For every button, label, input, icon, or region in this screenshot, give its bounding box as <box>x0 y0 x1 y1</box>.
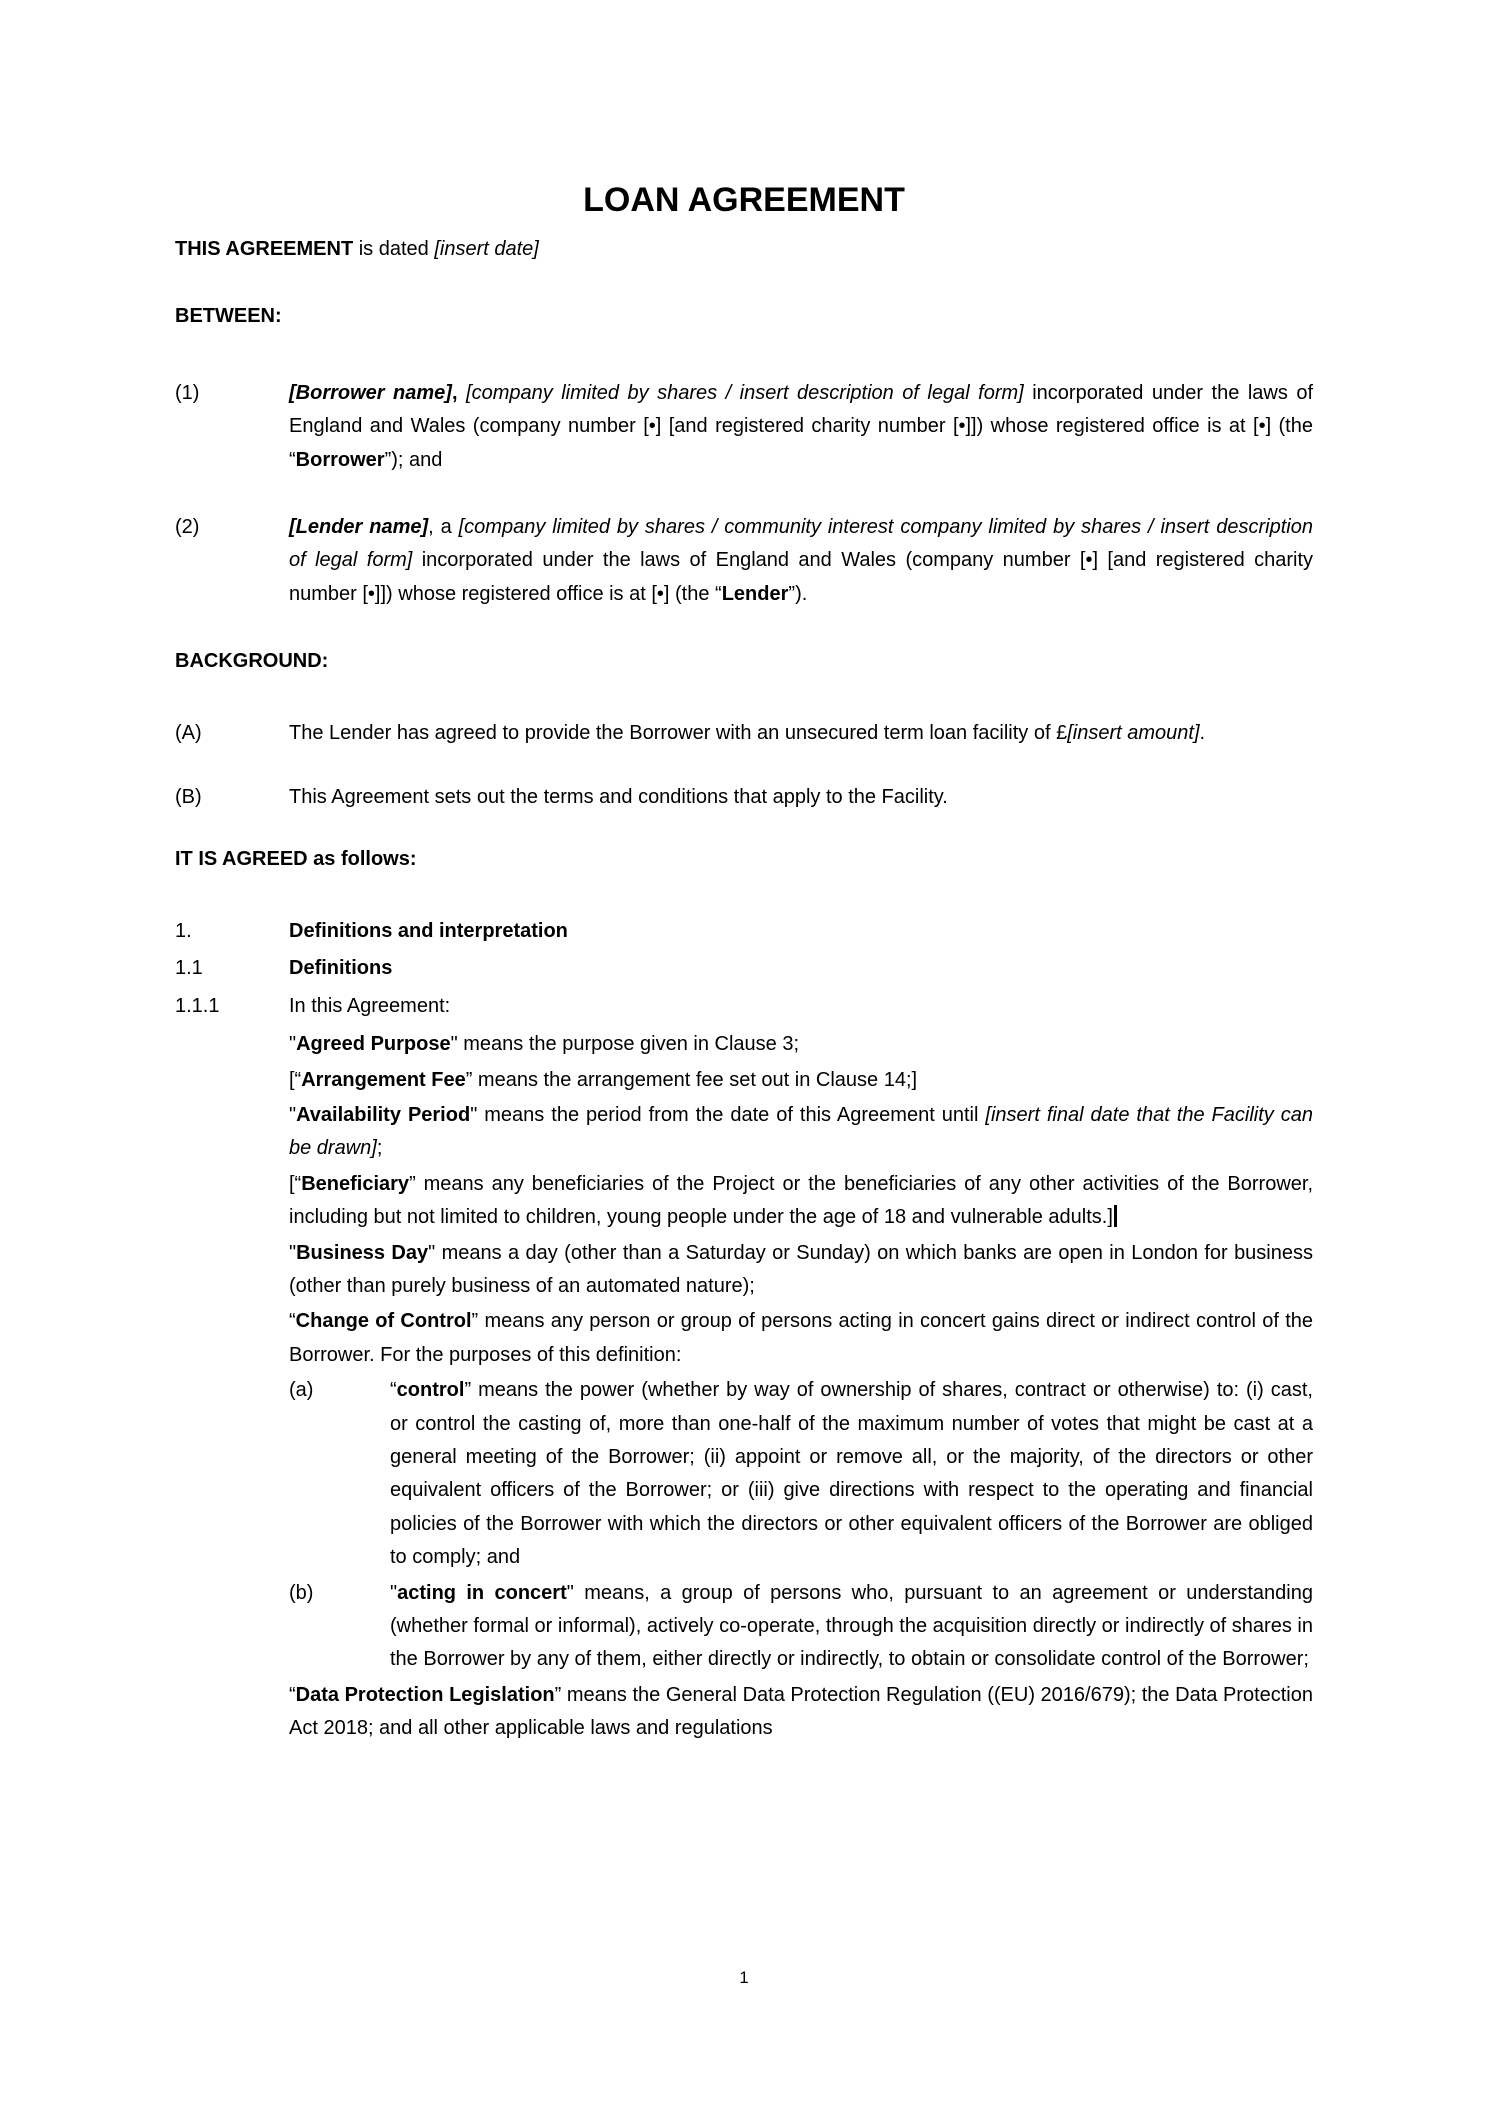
sub-item-text: “control” means the power (whether by way of ownership of shares, contract or otherwise) to: (i) cast, or control the casting of, more than one-half of the maximum number of votes that might be cast at a general meeting of the Borrower; (ii) appoint or remove all, or the majority, of the directors or other equivalent officers of the Borrower; or (iii) give directions with respect to the operating and financial policies of the Borrower with which the directors or other equivalent officers of the Borrower are obliged to comply; and <box>390 1379 1313 1569</box>
definition-sub-item-control <box>289 1374 1313 1574</box>
recital-text: The Lender has agreed to provide the Borrower with an unsecured term loan facility of £[insert amount]. <box>289 721 1206 744</box>
recital-a <box>175 717 1313 750</box>
background-heading: BACKGROUND: <box>175 650 329 673</box>
definition-agreed-purpose: "Agreed Purpose" means the purpose given in Clause 3; <box>289 1033 800 1056</box>
clause-text: In this Agreement: <box>289 994 451 1017</box>
document-title: LOAN AGREEMENT <box>583 181 905 219</box>
agreement-date-line: THIS AGREEMENT is dated [insert date] <box>175 238 539 260</box>
definition-arrangement-fee: [“Arrangement Fee” means the arrangement fee set out in Clause 14;] <box>289 1068 918 1091</box>
sub-item-marker: (a) <box>289 1379 314 1402</box>
clause-heading-1-1 <box>175 952 1313 985</box>
definition-availability-period: "Availability Period" means the period from the date of this Agreement until [insert final date that the Facility can be drawn]; <box>289 1103 1313 1160</box>
clause-number: 1. <box>175 919 192 942</box>
definition-data-protection-legislation: “Data Protection Legislation” means the General Data Protection Regulation ((EU) 2016/679); the Data Protection Act 2018; and all other applicable laws and regulations <box>289 1683 1313 1740</box>
sub-item-marker: (b) <box>289 1581 314 1604</box>
recital-marker: (B) <box>175 786 202 809</box>
page-number: 1 <box>739 1968 749 1987</box>
sub-item-text: "acting in concert" means, a group of persons who, pursuant to an agreement or understanding (whether formal or informal), actively co-operate, through the acquisition directly or indirectly of shares in the Borrower by any of them, either directly or indirectly, to obtain or consolidate control of the Borrower; <box>390 1581 1313 1671</box>
between-heading: BETWEEN: <box>175 305 282 328</box>
party-lender <box>175 511 1313 611</box>
clause-number: 1.1.1 <box>175 994 220 1017</box>
definition-change-of-control: “Change of Control” means any person or group of persons acting in concert gains direct or indirect control of the Borrower. For the purposes of this definition: <box>289 1310 1313 1366</box>
clause-number: 1.1 <box>175 957 203 980</box>
clause-heading-1 <box>175 915 1313 948</box>
party-marker: (2) <box>175 516 200 539</box>
party-text: [Borrower name], [company limited by shares / insert description of legal form] incorporated under the laws of England and Wales (company number [•] [and registered charity number [•]]) whose registered office is at [•] (the “Borrower”); and <box>289 381 1313 471</box>
recital-b <box>175 781 1313 814</box>
text-cursor <box>1114 1205 1117 1227</box>
definition-sub-item-acting-in-concert <box>289 1577 1313 1677</box>
definition-business-day: "Business Day" means a day (other than a Saturday or Sunday) on which banks are open in London for business (other than purely business of an automated nature); <box>289 1241 1313 1297</box>
clause-heading-text: Definitions and interpretation <box>289 919 568 942</box>
document-body[interactable] <box>175 183 1313 1746</box>
clause-1-1-1 <box>175 990 1313 1023</box>
party-text: [Lender name], a [company limited by shares / community interest company limited by shares / insert description of legal form] incorporated under the laws of England and Wales (company number [•] [and registered charity number [•]]) whose registered office is at [•] (the “Lender”). <box>289 516 1314 605</box>
clause-heading-text: Definitions <box>289 957 393 980</box>
definition-beneficiary: [“Beneficiary” means any beneficiaries of the Project or the beneficiaries of any other activities of the Borrower, including but not limited to children, young people under the age of 18 and vulnerable adults.] <box>289 1172 1313 1229</box>
agreed-heading: IT IS AGREED as follows: <box>175 848 417 871</box>
recital-text: This Agreement sets out the terms and conditions that apply to the Facility. <box>289 786 948 809</box>
recital-marker: (A) <box>175 721 202 744</box>
party-marker: (1) <box>175 381 200 404</box>
party-borrower <box>175 377 1313 477</box>
